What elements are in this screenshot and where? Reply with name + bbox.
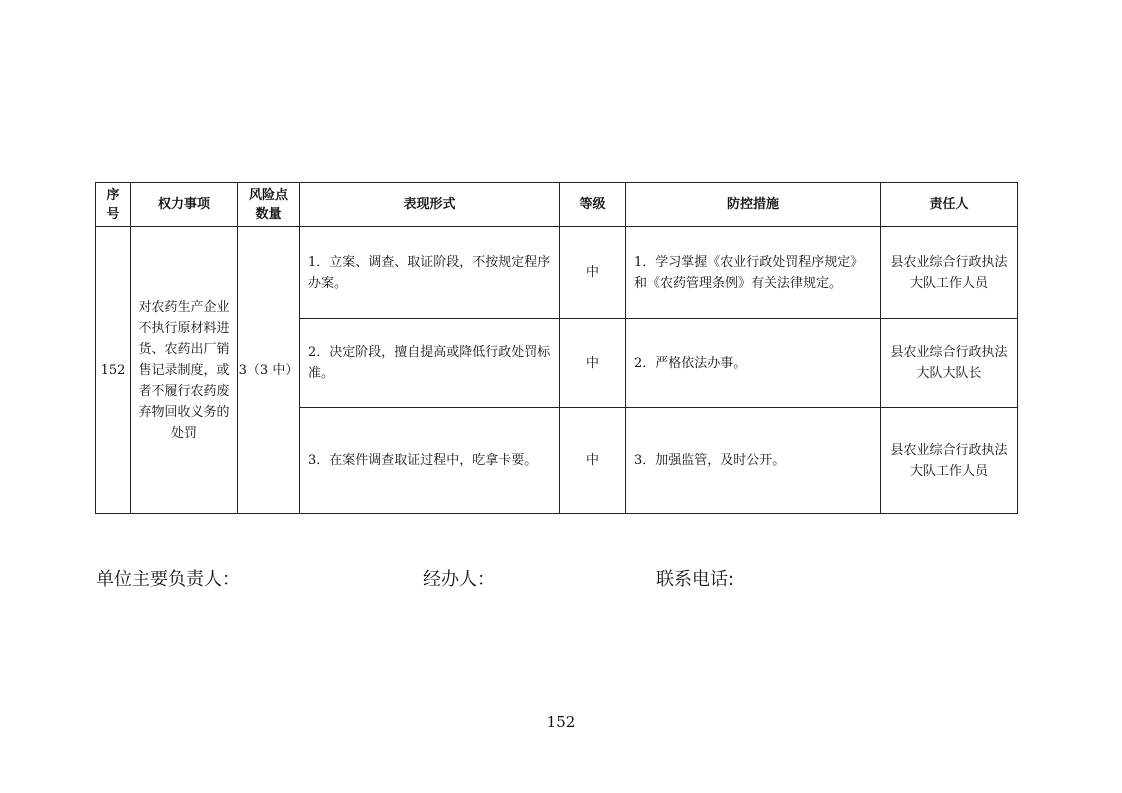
table-row (96, 227, 1018, 319)
footer-handler-label: 经办人： (423, 569, 495, 590)
cell-measure: 3．加强监管，及时公开。 (626, 408, 881, 514)
header-risk-count: 风险点 数量 (238, 183, 300, 227)
cell-level: 中 (560, 319, 626, 408)
risk-table (95, 182, 1018, 514)
cell-level: 中 (560, 227, 626, 319)
footer-phone-label: 联系电话: (656, 569, 735, 590)
cell-person: 县农业综合行政执法大队工作人员 (881, 408, 1018, 514)
cell-person: 县农业综合行政执法大队大队长 (881, 319, 1018, 408)
cell-person: 县农业综合行政执法大队工作人员 (881, 227, 1018, 319)
page-number: 152 (546, 713, 576, 731)
header-seq: 序 号 (96, 183, 131, 227)
header-person: 责任人 (881, 183, 1018, 227)
header-item: 权力事项 (131, 183, 238, 227)
cell-form: 1．立案、调查、取证阶段，不按规定程序办案。 (300, 227, 560, 319)
header-form: 表现形式 (300, 183, 560, 227)
cell-risk-count: 3（3 中） (238, 227, 300, 514)
footer-unit-head-label: 单位主要负责人： (96, 569, 240, 590)
cell-form: 3．在案件调查取证过程中，吃拿卡要。 (300, 408, 560, 514)
cell-measure: 2．严格依法办事。 (626, 319, 881, 408)
header-level: 等级 (560, 183, 626, 227)
cell-measure: 1．学习掌握《农业行政处罚程序规定》和《农药管理条例》有关法律规定。 (626, 227, 881, 319)
cell-form: 2．决定阶段，擅自提高或降低行政处罚标准。 (300, 319, 560, 408)
table-header-row (96, 183, 1018, 227)
cell-seq: 152 (96, 227, 131, 514)
cell-level: 中 (560, 408, 626, 514)
header-measures: 防控措施 (626, 183, 881, 227)
cell-item: 对农药生产企业不执行原材料进货、农药出厂销售记录制度，或者不履行农药废弃物回收义务的处罚 (131, 227, 238, 514)
